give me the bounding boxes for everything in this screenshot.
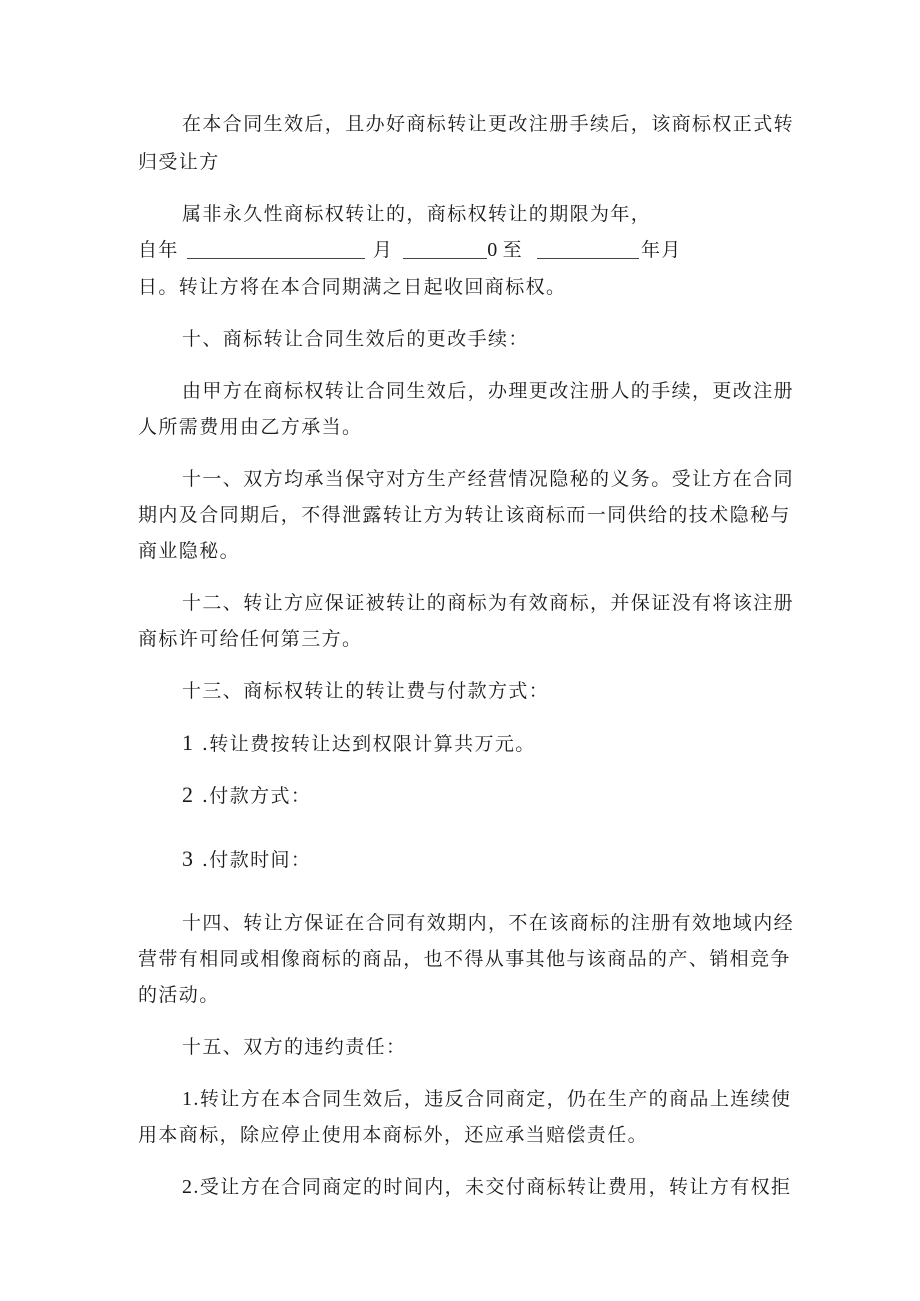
date-fragment: 年月 — [641, 239, 682, 261]
list-item-number: 1. — [182, 1088, 200, 1110]
list-item-text: .付款时间： — [201, 849, 312, 871]
paragraph-line: 由甲方在商标权转让合同生效后，办理更改注册人的手续，更改注册 — [182, 380, 795, 402]
paragraph-line — [182, 1175, 791, 1199]
paragraph-line: 人所需费用由乙方承当。 — [138, 416, 363, 438]
date-fragment: 自年 — [138, 239, 179, 261]
paragraph-line: 用本商标，除应停止使用本商标外，还应承当赔偿责任。 — [138, 1124, 649, 1146]
list-item-text: 受让方在合同商定的时间内，未交付商标转让费用，转让方有权拒 — [199, 1176, 792, 1198]
paragraph-line: 商标许可给任何第三方。 — [138, 628, 363, 650]
section-heading: 十五、双方的违约责任： — [182, 1036, 407, 1058]
section-heading: 十三、商标权转让的转让费与付款方式： — [182, 680, 550, 702]
paragraph-line: 归受让方 — [138, 151, 220, 173]
paragraph-line: 的活动。 — [138, 984, 220, 1006]
paragraph-line: 期内及合同期后，不得泄露转让方为转让该商标而一同供给的技术隐秘与 — [138, 504, 791, 526]
paragraph-line: 十二、转让方应保证被转让的商标为有效商标，并保证没有将该注册 — [182, 592, 795, 614]
list-item-number: 1 — [182, 730, 195, 755]
list-item — [182, 783, 311, 808]
date-fragment: 至 — [502, 239, 524, 261]
list-item-number: 2. — [182, 1176, 200, 1198]
blank-line — [187, 240, 365, 259]
paragraph-line: 营带有相同或相像商标的商品，也不得从事其他与该商品的产、销相竞争 — [138, 948, 791, 970]
list-item-number: 2 — [182, 782, 195, 807]
paragraph-line: 在本合同生效后，且办好商标转让更改注册手续后，该商标权正式转 — [182, 113, 795, 135]
date-fragment: 0 — [487, 239, 499, 261]
list-item-number: 3 — [182, 846, 195, 871]
list-item — [182, 731, 536, 756]
list-item — [182, 847, 311, 872]
paragraph-line: 十四、转让方保证在合同有效期内，不在该商标的注册有效地域内经 — [182, 912, 795, 934]
list-item-text: .转让费按转让达到权限计算共万元。 — [201, 733, 536, 755]
blank-line — [537, 240, 639, 259]
paragraph-line: 十一、双方均承当保守对方生产经营情况隐秘的义务。受让方在合同 — [182, 468, 795, 490]
paragraph-line: 日。转让方将在本合同期满之日起收回商标权。 — [138, 276, 567, 298]
paragraph-line — [182, 1087, 791, 1111]
paragraph-line: 商业隐秘。 — [138, 540, 241, 562]
blank-line — [403, 240, 487, 259]
paragraph-line: 属非永久性商标权转让的，商标权转让的期限为年， — [182, 203, 652, 225]
section-heading: 十、商标转让合同生效后的更改手续： — [182, 328, 529, 350]
date-range-line — [138, 238, 682, 262]
list-item-text: 转让方在本合同生效后，违反合同商定，仍在生产的商品上连续使 — [199, 1088, 792, 1110]
date-fragment: 月 — [372, 239, 394, 261]
list-item-text: .付款方式： — [201, 785, 312, 807]
